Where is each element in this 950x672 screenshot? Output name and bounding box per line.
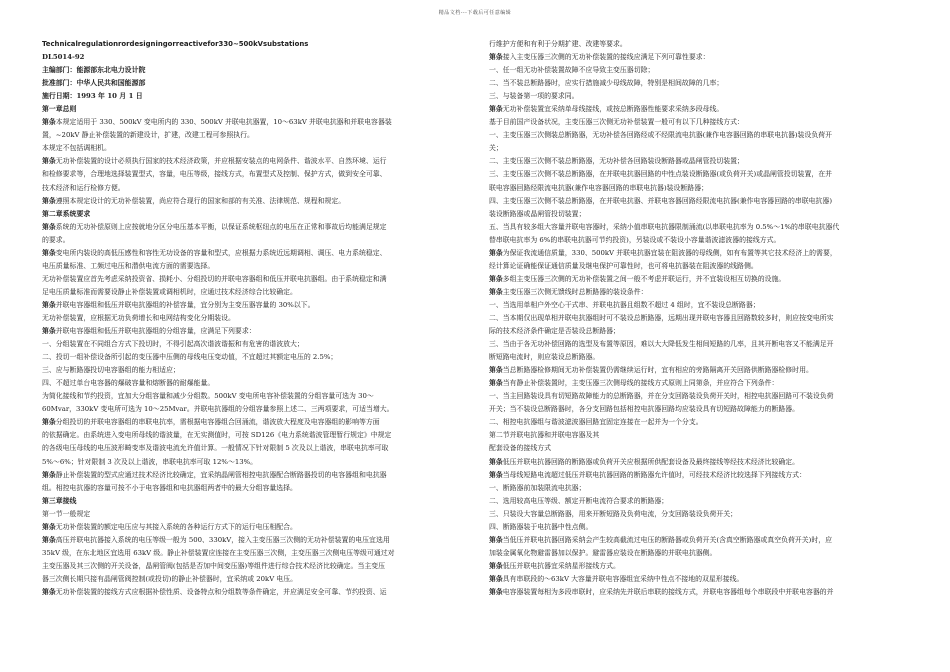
clause-heading: 第条 <box>42 418 56 427</box>
text-line <box>42 273 460 286</box>
text-line <box>489 508 909 521</box>
clause-heading: 第条 <box>489 105 503 114</box>
text-line <box>489 116 909 129</box>
text-line <box>489 482 909 495</box>
text-line <box>489 247 909 260</box>
line-text: 为保证我流通信质量，330、500kV 并联电抗器宜装在阻波器的母线侧，如有布置等其它技术经济上的需要， <box>502 248 837 257</box>
line-text: 本规定不包括调相机。 <box>42 144 111 153</box>
line-text: 一、当选用单相户外空心干式串、并联电抗器且组数不超过 4 组时，宜不装设总断路器； <box>489 300 760 309</box>
clause-heading: 第条 <box>489 53 503 62</box>
text-line <box>489 64 909 77</box>
line-text: 主编部门：能源部东北电力设计院 <box>42 66 146 75</box>
line-text: 的依据确定。由系统进入变电所母线的谐波量，在无实测值时，可按 SD126《电力系统谐波管理暂行规定》中规定 <box>42 431 392 440</box>
text-line <box>489 364 909 377</box>
text-line <box>42 469 460 482</box>
line-text: 一、主变压器三次侧装总断路器，无功补偿各回路经或不经限流电抗器(兼作电容器回路的串联电抗器)装设负荷开 <box>489 131 833 140</box>
line-text: 一、任一组无功补偿装置故障不应导致主变压器切除； <box>489 66 655 75</box>
text-line <box>42 129 460 142</box>
line-text: 为简化接线和节约投资，宜加大分组容量和减少分组数。500kV 变电所电容补偿装置的分组容量可选为 30～ <box>42 392 374 401</box>
right-column <box>489 38 909 599</box>
text-line <box>489 573 909 586</box>
text-line <box>489 221 909 234</box>
line-text: 三、与装备第一项的要求同。 <box>489 92 579 101</box>
text-line <box>42 429 460 442</box>
line-text: 的要求。 <box>42 235 70 244</box>
text-line <box>42 586 460 599</box>
line-text: 无功补偿装置的设计必须执行国家的技术经济政策，并应根据安装点的电网条件、谐波水平、自然环境、运行 <box>55 157 387 166</box>
text-line <box>42 325 460 338</box>
text-line <box>42 168 460 181</box>
text-line <box>489 77 909 90</box>
line-text: 第二章系统要求 <box>42 209 91 218</box>
text-line <box>42 508 460 521</box>
line-text: 组。相控电抗器的容量可按不小于电容器组和电抗器组两者中的最大分组容量选择。 <box>42 483 297 492</box>
text-line <box>42 247 460 260</box>
line-text: Technicalregulationrordesigningorreactivefor330~500kVsubstations <box>42 40 309 48</box>
line-text: 一、当主回路装设具有切短路故障能力的总断路器，并在分支回路装设负荷开关时，相控电抗器回路可不装设负荷 <box>489 392 834 401</box>
line-text: 主变压器三次侧无馈线时总断路器的装设条件： <box>502 287 648 296</box>
text-line <box>489 312 909 325</box>
text-line <box>42 64 460 77</box>
line-text: 四、断路器装于电抗器中性点侧。 <box>489 522 593 531</box>
text-line <box>42 364 460 377</box>
text-line <box>42 221 460 234</box>
line-text: 足电压质量标准而需要设静止补偿装置或调相机时，应通过技术经济综合比较确定。 <box>42 287 297 296</box>
clause-heading: 第条 <box>489 535 503 544</box>
line-text: 无功补偿装置应首先考虑采纳投资省、损耗小、分组投切的并联电容器组和低压并联电抗器组。由于系统稳定和满 <box>42 274 387 283</box>
line-text: 静止补偿装置的型式应通过技术经济比较确定，宜采纳晶闸管相控电抗器配合断路器投切的电容器组和电抗器 <box>55 470 387 479</box>
line-text: 联电容器回路经限流电抗器(兼作电容器回路的串联电抗器)装设断路器； <box>489 183 708 192</box>
line-text: 第三章接线 <box>42 496 77 505</box>
text-line <box>489 456 909 469</box>
text-line <box>42 416 460 429</box>
text-line <box>42 234 460 247</box>
text-line <box>489 155 909 168</box>
clause-heading: 第条 <box>42 522 56 531</box>
text-line <box>42 51 460 64</box>
text-line <box>42 521 460 534</box>
text-line <box>489 325 909 338</box>
text-line <box>489 469 909 482</box>
text-line <box>489 560 909 573</box>
text-line <box>489 90 909 103</box>
line-text: 无功补偿装置宜采纳单母线接线，或按总断路器性能要求采纳多段母线。 <box>502 105 724 114</box>
clause-heading: 第条 <box>42 157 56 166</box>
text-line <box>489 51 909 64</box>
line-text: 第一章总则 <box>42 105 77 114</box>
line-text: DL5014-92 <box>42 53 85 62</box>
text-line <box>42 195 460 208</box>
line-text: 低压并联电抗器回路的断路器或负荷开关应根据所供配套设备及最终接线等经技术经济比较确定。 <box>502 457 800 466</box>
line-text: 当有静止补偿装置时，主变压器三次侧母线的接线方式原则上同第条，并应符合下列条件： <box>502 379 779 388</box>
line-text: 断短路电流时，则应装设总断路器。 <box>489 353 600 362</box>
line-text: 并联电容器组和低压并联电抗器组的分组容量，应满足下列要求： <box>55 327 256 336</box>
line-text: 四、主变压器三次侧不装总断路器，在并联电抗器、并联电容器回路经限流电抗器(兼作电容器回路的串联电抗器) <box>489 196 833 205</box>
left-column <box>42 38 460 599</box>
line-text: 二、当本期仅出现单相并联电抗器组时可不装设总断路器，远期出现并联电容器且回路数较多时，则应按变电所实 <box>489 313 834 322</box>
text-line <box>42 456 460 469</box>
line-text: 60Mvar，330kV 变电所可选为 10～25Mvar。并联电抗器组的分组容量参照上述二、三两项要求，可适当增大。 <box>42 405 394 414</box>
line-text: 本规定适用于 330、500kV 变电所内的 330、500kV 并联电抗器置，10～63kV 并联电抗器和并联电容器装 <box>55 118 392 127</box>
text-line <box>489 286 909 299</box>
text-line <box>42 155 460 168</box>
text-line <box>42 495 460 508</box>
clause-heading: 第条 <box>489 457 503 466</box>
line-text: 一、分组装置在不同组合方式下投切时，不得引起高次谐波谐振和有危害的谐波放大； <box>42 340 304 349</box>
text-line <box>42 482 460 495</box>
text-line <box>42 38 460 51</box>
line-text: 的各级电压母线的电压波形畸变率及谐波电流允许值计算。一般情况下针对限制 5 次及以上谐波，串联电抗率可取 <box>42 444 389 453</box>
line-text: 装设断路器或晶闸管投切装置； <box>489 209 586 218</box>
line-text: 电压质量标准、工频过电压和潜供电流方面的需要选择。 <box>42 261 215 270</box>
line-text: 际的技术经济条件确定是否装设总断路器； <box>489 327 620 336</box>
text-line <box>489 403 909 416</box>
text-line <box>489 586 909 599</box>
text-line <box>42 534 460 547</box>
text-line <box>489 168 909 181</box>
line-text: 配套设备的接线方式 <box>489 444 552 453</box>
line-text: 施行日期：1993 年 10 月 1 日 <box>42 92 143 101</box>
clause-heading: 第条 <box>489 274 503 283</box>
page-header-note: 精品文档---下载后可任意编辑 <box>438 10 512 16</box>
clause-heading: 第条 <box>42 470 56 479</box>
clause-heading: 第条 <box>42 196 56 205</box>
line-text: 替串联电抗率为 6%的串联电抗器可节约投资)，另装设或不装设小容量谐波滤波器的接线方式。 <box>489 235 781 244</box>
line-text: 三、当由于各无功补偿回路的选型及布置等原因，难以大大降低发生相间短路的几率，且其开断电容又不能满足开 <box>489 340 834 349</box>
text-line <box>489 377 909 390</box>
line-text: 电容器装置每相为多段串联时，应采纳先并联后串联的接线方式，并联电容器组每个串联段中并联电容器的并 <box>502 587 834 596</box>
text-line <box>42 338 460 351</box>
clause-heading: 第条 <box>489 587 503 596</box>
text-line <box>42 90 460 103</box>
text-line <box>489 182 909 195</box>
text-line <box>42 286 460 299</box>
line-text: 多组主变压器三次侧的无功补偿装置之间一般不考虑并联运行，并不宜装设相互切换的设施。 <box>502 274 786 283</box>
text-line <box>42 260 460 273</box>
line-text: 二、当不装总断路器时，应实行措施减少母线故障，特别是相间故障的几率； <box>489 79 724 88</box>
line-text: 低压并联电抗器宜采纳星形接线方式。 <box>502 561 620 570</box>
text-line <box>42 77 460 90</box>
line-text: 变电所内装设的高低压感性和容性无功设备的容量和型式，应根据力系统近远期调相、调压、电力系统稳定、 <box>55 248 387 257</box>
line-text: 无功补偿装置，应根据无功负荷增长和电网结构变化分期装设。 <box>42 313 235 322</box>
line-text: 基于目前国产设备状况，主变压器三次侧无功补偿装置一般可有以下几种接线方式： <box>489 118 744 127</box>
text-line <box>42 442 460 455</box>
line-text: 第二节并联电抗器和并联电容器及其 <box>489 431 600 440</box>
line-text: 当母线短路电流超过低压并联电抗器回路的断路器允许值时，可经技术经济比较选择下列接线方式： <box>502 470 806 479</box>
line-text: 五、当具有较多组大容量并联电容器时，采纳小值串联电抗器限制涌流(以串联电抗率为 0.5%～1%的串联电抗器代 <box>489 222 840 231</box>
line-text: 三、只装设大容量总断路器，用来开断短路及负荷电流，分支回路装设负荷开关； <box>489 509 738 518</box>
line-text: 技术经济和运行检修方便。 <box>42 183 125 192</box>
line-text: 遵照本规定设计的无功补偿装置，尚应符合现行的国家和部的有关准、法律规范、规程和规定。 <box>55 196 346 205</box>
clause-heading: 第条 <box>489 574 503 583</box>
text-line <box>42 142 460 155</box>
text-line <box>489 195 909 208</box>
line-text: 二、主变压器三次侧不装总断路器，无功补偿各回路装设断路器或晶闸管投切装置； <box>489 157 744 166</box>
clause-heading: 第条 <box>489 366 503 375</box>
clause-heading: 第条 <box>42 327 56 336</box>
text-line <box>42 208 460 221</box>
clause-heading: 第条 <box>489 287 503 296</box>
line-text: 分组投切的并联电容器组的串联电抗率，需根据电容器组合回涌流，谐波放大程度及电容器组的影响等方面 <box>55 418 380 427</box>
text-line <box>489 416 909 429</box>
line-text: 当总断路器检修期间无功补偿装置仍需继续运行时，宜有相应的旁路隔离开关回路供断路器检修时用。 <box>502 366 813 375</box>
text-line <box>489 338 909 351</box>
clause-heading: 第条 <box>489 248 503 257</box>
line-text: 二、选用较高电压等级、额定开断电流符合要求的断路器； <box>489 496 669 505</box>
clause-heading: 第条 <box>489 470 503 479</box>
text-line <box>489 234 909 247</box>
line-text: 第一节一般规定 <box>42 509 91 518</box>
line-text: 三、应与断路器投切电容器组的能力相适应； <box>42 366 180 375</box>
line-text: 具有串联段的～63kV 大容量并联电容器组宜采纳中性点不接地的双星形接线。 <box>502 574 744 583</box>
line-text: 二、投切一组补偿设备所引起的变压器中压侧的母线电压变动值，不宜超过其额定电压的 2.5%； <box>42 353 338 362</box>
clause-heading: 第条 <box>489 379 503 388</box>
clause-heading: 第条 <box>42 300 56 309</box>
line-text: 二、相控电抗器组与谐波滤波器回路宜固定连接在一起并为一个分支。 <box>489 418 703 427</box>
line-text: 高压并联电抗器接入系统的电压等级一般为 500、330kV，接入主变压器三次侧的无功补偿装置的电压宜选用 <box>55 535 390 544</box>
text-line <box>489 208 909 221</box>
line-text: 接入主变压器三次侧的无功补偿装置的接线应满足下列可靠性要求： <box>502 53 710 62</box>
clause-heading: 第条 <box>42 222 56 231</box>
text-line <box>42 116 460 129</box>
clause-heading: 第条 <box>42 587 56 596</box>
line-text: 系统的无功补偿原则上应按就地分区分电压基本平衡，以保证系统枢纽点的电压在正常和事故后均能满足规定 <box>55 222 387 231</box>
text-line <box>489 547 909 560</box>
text-line <box>489 142 909 155</box>
text-line <box>489 521 909 534</box>
text-line <box>42 299 460 312</box>
text-line <box>42 390 460 403</box>
text-line <box>42 547 460 560</box>
line-text: 主变压器及其三次侧的开关设备，晶闸管阀(包括是否加中间变压器)等组件进行综合技术经济比较确定。当主变压 <box>42 561 386 570</box>
text-line <box>489 495 909 508</box>
line-text: 经计算论证确能保证通信质量及继电保护可靠性时，也可将电抗器装在阻波器的线路侧。 <box>489 261 758 270</box>
clause-heading: 第条 <box>42 535 56 544</box>
text-line <box>489 442 909 455</box>
line-text: 当低压并联电抗器回路采纳会产生较高截流过电压的断路器或负荷开关(含真空断路器或真空负荷开关)时，应 <box>502 535 833 544</box>
line-text: 行维护方便和有利于分期扩建、改建等要求。 <box>489 40 627 48</box>
clause-heading: 第条 <box>489 561 503 570</box>
text-line <box>42 103 460 116</box>
line-text: 无功补偿装置的接线方式应根据补偿性质、设备特点和分组数等条件确定，并应满足安全可靠、节约投资、运 <box>55 587 387 596</box>
line-text: 5%～6%；针对限制 3 次及以上谐波，串联电抗率可取 12%～13%。 <box>42 457 258 466</box>
text-line <box>489 351 909 364</box>
line-text: 无功补偿装置的额定电压应与其接入系统的各种运行方式下的运行电压相配合。 <box>55 522 297 531</box>
text-line <box>489 273 909 286</box>
text-line <box>42 560 460 573</box>
line-text: 置，~20kV 静止补偿装置的新建设计，扩建，改建工程可参照执行。 <box>42 131 254 140</box>
text-line <box>42 182 460 195</box>
clause-heading: 第条 <box>42 118 56 127</box>
line-text: 并联电容器组和低压并联电抗器组的补偿容量，宜分别为主变压器容量的 30%以下。 <box>55 300 315 309</box>
text-line <box>42 573 460 586</box>
line-text: 和检修要求等，合理地选择装置型式，容量，电压等级，接线方式，布置型式及控制、保护方式，做到安全可靠、 <box>42 170 387 179</box>
line-text: 一、断路器前加装限流电抗器； <box>489 483 586 492</box>
text-line <box>489 38 909 51</box>
line-text: 四、不超过单台电容器的爆破容量和熔断器的耐爆能量。 <box>42 379 215 388</box>
text-line <box>42 351 460 364</box>
clause-heading: 第条 <box>42 248 56 257</box>
line-text: 三、主变压器三次侧不装总断路器，在并联电抗器回路的中性点装设断路器(或负荷开关)或晶闸管投切装置，在并 <box>489 170 833 179</box>
line-text: 关； <box>489 144 503 153</box>
line-text: 批准部门：中华人民共和国能源部 <box>42 79 146 88</box>
text-line <box>489 103 909 116</box>
text-line <box>489 390 909 403</box>
text-line <box>42 312 460 325</box>
text-line <box>489 299 909 312</box>
line-text: 器三次侧长期只接有晶闸管阀控制(或投切)的静止补偿器时，宜采纳或 20kV 电压。 <box>42 574 298 583</box>
text-line <box>489 129 909 142</box>
text-line <box>489 429 909 442</box>
line-text: 35kV 级，在东北地区宜选用 63kV 级。静止补偿装置应连接在主变压器三次侧，主变压器三次侧电压等级可通过对 <box>42 548 395 557</box>
text-line <box>489 534 909 547</box>
line-text: 开关；当不装设总断路器时，各分支回路包括相控电抗器回路均应装设具有切短路故障能力的断路器。 <box>489 405 800 414</box>
text-line <box>42 403 460 416</box>
text-line <box>489 260 909 273</box>
line-text: 加装金属氧化物避雷器加以保护。避雷器应装设在断路器的并联电抗器侧。 <box>489 548 717 557</box>
text-line <box>42 377 460 390</box>
